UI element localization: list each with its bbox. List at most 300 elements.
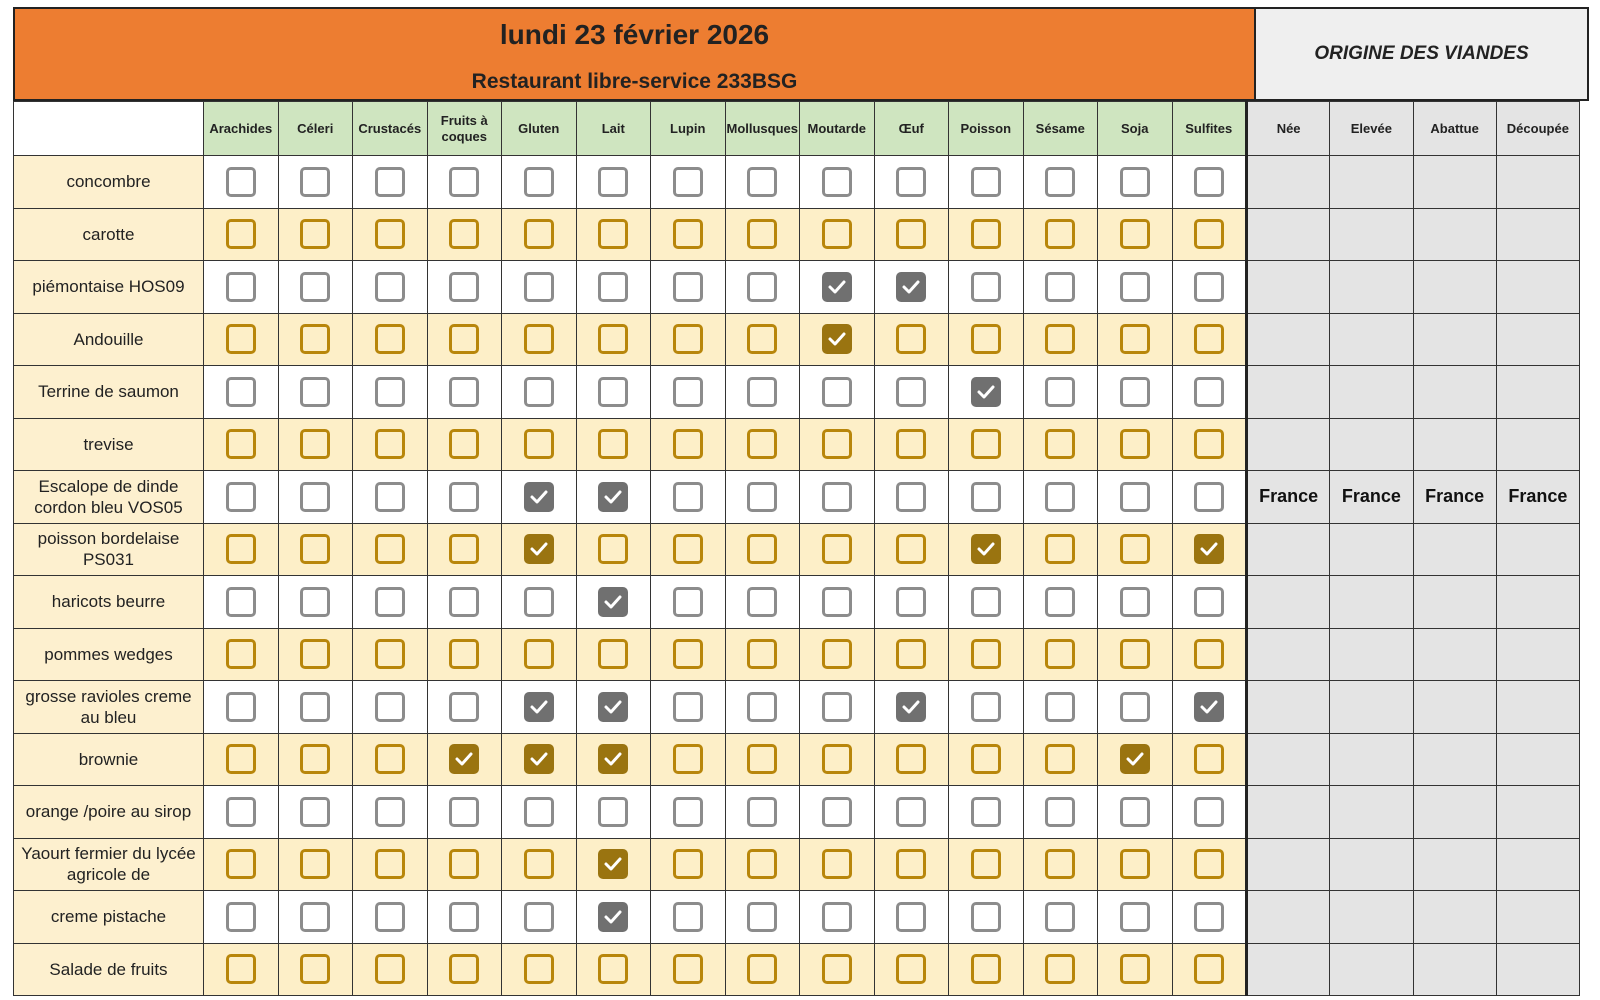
- origin-cell: [1413, 523, 1496, 576]
- unchecked-checkbox[interactable]: [896, 797, 926, 827]
- unchecked-checkbox[interactable]: [1194, 219, 1224, 249]
- checked-checkbox[interactable]: [598, 744, 628, 774]
- unchecked-checkbox[interactable]: [524, 429, 554, 459]
- unchecked-checkbox[interactable]: [226, 534, 256, 564]
- checkmark-icon: [976, 539, 996, 559]
- checked-checkbox[interactable]: [971, 377, 1001, 407]
- table-row: [14, 261, 1580, 314]
- allergen-cell: [1023, 943, 1098, 996]
- unchecked-checkbox[interactable]: [747, 692, 777, 722]
- dish-name: Terrine de saumon: [14, 366, 204, 419]
- unchecked-checkbox[interactable]: [822, 534, 852, 564]
- unchecked-checkbox[interactable]: [673, 324, 703, 354]
- unchecked-checkbox[interactable]: [300, 744, 330, 774]
- checkmark-icon: [603, 592, 623, 612]
- unchecked-checkbox[interactable]: [300, 587, 330, 617]
- unchecked-checkbox[interactable]: [300, 482, 330, 512]
- unchecked-checkbox[interactable]: [449, 954, 479, 984]
- unchecked-checkbox[interactable]: [971, 954, 1001, 984]
- unchecked-checkbox[interactable]: [226, 692, 256, 722]
- unchecked-checkbox[interactable]: [1194, 324, 1224, 354]
- unchecked-checkbox[interactable]: [1194, 377, 1224, 407]
- unchecked-checkbox[interactable]: [1120, 324, 1150, 354]
- origin-cell: [1247, 208, 1330, 261]
- checked-checkbox[interactable]: [896, 272, 926, 302]
- unchecked-checkbox[interactable]: [449, 324, 479, 354]
- allergen-cell: [502, 418, 577, 471]
- table-row: [14, 156, 1580, 209]
- unchecked-checkbox[interactable]: [375, 639, 405, 669]
- unchecked-checkbox[interactable]: [524, 377, 554, 407]
- allergen-cell: [725, 628, 800, 681]
- allergen-cell: [1172, 418, 1247, 471]
- unchecked-checkbox[interactable]: [300, 797, 330, 827]
- unchecked-checkbox[interactable]: [524, 272, 554, 302]
- unchecked-checkbox[interactable]: [598, 219, 628, 249]
- allergen-cell: [874, 733, 949, 786]
- allergen-cell: [800, 208, 875, 261]
- unchecked-checkbox[interactable]: [300, 692, 330, 722]
- unchecked-checkbox[interactable]: [598, 167, 628, 197]
- allergen-cell: [651, 891, 726, 944]
- unchecked-checkbox[interactable]: [524, 639, 554, 669]
- checked-checkbox[interactable]: [524, 692, 554, 722]
- unchecked-checkbox[interactable]: [375, 482, 405, 512]
- unchecked-checkbox[interactable]: [1045, 849, 1075, 879]
- allergen-cell: [204, 261, 279, 314]
- unchecked-checkbox[interactable]: [822, 429, 852, 459]
- unchecked-checkbox[interactable]: [822, 902, 852, 932]
- unchecked-checkbox[interactable]: [449, 797, 479, 827]
- unchecked-checkbox[interactable]: [300, 377, 330, 407]
- unchecked-checkbox[interactable]: [747, 324, 777, 354]
- unchecked-checkbox[interactable]: [1045, 324, 1075, 354]
- unchecked-checkbox[interactable]: [896, 744, 926, 774]
- unchecked-checkbox[interactable]: [226, 902, 256, 932]
- allergen-cell: [353, 891, 428, 944]
- unchecked-checkbox[interactable]: [822, 797, 852, 827]
- unchecked-checkbox[interactable]: [524, 324, 554, 354]
- allergen-cell: [651, 418, 726, 471]
- unchecked-checkbox[interactable]: [449, 482, 479, 512]
- unchecked-checkbox[interactable]: [226, 219, 256, 249]
- unchecked-checkbox[interactable]: [598, 534, 628, 564]
- allergen-cell: [576, 418, 651, 471]
- unchecked-checkbox[interactable]: [1045, 797, 1075, 827]
- unchecked-checkbox[interactable]: [1045, 639, 1075, 669]
- checkmark-icon: [529, 487, 549, 507]
- unchecked-checkbox[interactable]: [1194, 482, 1224, 512]
- allergen-cell: [1023, 156, 1098, 209]
- unchecked-checkbox[interactable]: [375, 797, 405, 827]
- checked-checkbox[interactable]: [598, 692, 628, 722]
- unchecked-checkbox[interactable]: [1045, 744, 1075, 774]
- unchecked-checkbox[interactable]: [896, 482, 926, 512]
- unchecked-checkbox[interactable]: [1045, 587, 1075, 617]
- checked-checkbox[interactable]: [598, 482, 628, 512]
- unchecked-checkbox[interactable]: [300, 324, 330, 354]
- unchecked-checkbox[interactable]: [971, 692, 1001, 722]
- unchecked-checkbox[interactable]: [226, 744, 256, 774]
- unchecked-checkbox[interactable]: [747, 849, 777, 879]
- origin-cell: [1496, 576, 1579, 629]
- unchecked-checkbox[interactable]: [673, 167, 703, 197]
- allergen-cell: [576, 943, 651, 996]
- unchecked-checkbox[interactable]: [375, 219, 405, 249]
- unchecked-checkbox[interactable]: [598, 324, 628, 354]
- allergen-cell: [278, 366, 353, 419]
- unchecked-checkbox[interactable]: [673, 902, 703, 932]
- unchecked-checkbox[interactable]: [673, 744, 703, 774]
- unchecked-checkbox[interactable]: [747, 377, 777, 407]
- allergen-cell: [1098, 628, 1173, 681]
- unchecked-checkbox[interactable]: [375, 534, 405, 564]
- unchecked-checkbox[interactable]: [1194, 744, 1224, 774]
- origin-cell: [1247, 681, 1330, 734]
- unchecked-checkbox[interactable]: [1194, 429, 1224, 459]
- unchecked-checkbox[interactable]: [673, 272, 703, 302]
- unchecked-checkbox[interactable]: [971, 587, 1001, 617]
- unchecked-checkbox[interactable]: [747, 639, 777, 669]
- unchecked-checkbox[interactable]: [598, 377, 628, 407]
- unchecked-checkbox[interactable]: [375, 954, 405, 984]
- origin-cell: [1413, 156, 1496, 209]
- unchecked-checkbox[interactable]: [449, 692, 479, 722]
- unchecked-checkbox[interactable]: [1194, 167, 1224, 197]
- unchecked-checkbox[interactable]: [1045, 377, 1075, 407]
- unchecked-checkbox[interactable]: [449, 167, 479, 197]
- unchecked-checkbox[interactable]: [896, 902, 926, 932]
- unchecked-checkbox[interactable]: [896, 954, 926, 984]
- allergen-cell: [204, 733, 279, 786]
- unchecked-checkbox[interactable]: [1120, 534, 1150, 564]
- unchecked-checkbox[interactable]: [747, 797, 777, 827]
- unchecked-checkbox[interactable]: [375, 744, 405, 774]
- allergen-cell: [353, 838, 428, 891]
- unchecked-checkbox[interactable]: [300, 639, 330, 669]
- unchecked-checkbox[interactable]: [226, 954, 256, 984]
- unchecked-checkbox[interactable]: [896, 534, 926, 564]
- checked-checkbox[interactable]: [822, 324, 852, 354]
- allergen-cell: [1023, 628, 1098, 681]
- unchecked-checkbox[interactable]: [896, 377, 926, 407]
- unchecked-checkbox[interactable]: [375, 167, 405, 197]
- unchecked-checkbox[interactable]: [822, 219, 852, 249]
- unchecked-checkbox[interactable]: [226, 639, 256, 669]
- unchecked-checkbox[interactable]: [1120, 587, 1150, 617]
- unchecked-checkbox[interactable]: [747, 167, 777, 197]
- unchecked-checkbox[interactable]: [673, 587, 703, 617]
- unchecked-checkbox[interactable]: [822, 587, 852, 617]
- unchecked-checkbox[interactable]: [747, 587, 777, 617]
- allergen-cell: [800, 261, 875, 314]
- unchecked-checkbox[interactable]: [1045, 482, 1075, 512]
- unchecked-checkbox[interactable]: [1045, 902, 1075, 932]
- unchecked-checkbox[interactable]: [449, 272, 479, 302]
- unchecked-checkbox[interactable]: [375, 692, 405, 722]
- unchecked-checkbox[interactable]: [822, 167, 852, 197]
- allergen-cell: [651, 681, 726, 734]
- unchecked-checkbox[interactable]: [226, 429, 256, 459]
- unchecked-checkbox[interactable]: [673, 429, 703, 459]
- unchecked-checkbox[interactable]: [822, 849, 852, 879]
- unchecked-checkbox[interactable]: [1045, 954, 1075, 984]
- unchecked-checkbox[interactable]: [1120, 797, 1150, 827]
- unchecked-checkbox[interactable]: [375, 849, 405, 879]
- unchecked-checkbox[interactable]: [971, 849, 1001, 879]
- dish-name: concombre: [14, 156, 204, 209]
- unchecked-checkbox[interactable]: [747, 744, 777, 774]
- unchecked-checkbox[interactable]: [1120, 902, 1150, 932]
- allergen-cell: [278, 313, 353, 366]
- unchecked-checkbox[interactable]: [449, 587, 479, 617]
- origin-cell: [1496, 943, 1579, 996]
- origin-cell: [1330, 261, 1413, 314]
- unchecked-checkbox[interactable]: [449, 219, 479, 249]
- allergen-cell: [800, 471, 875, 524]
- unchecked-checkbox[interactable]: [1120, 219, 1150, 249]
- unchecked-checkbox[interactable]: [896, 849, 926, 879]
- allergen-cell: [949, 838, 1024, 891]
- table-row: [14, 208, 1580, 261]
- checked-checkbox[interactable]: [524, 744, 554, 774]
- allergen-cell: [1023, 891, 1098, 944]
- dish-name: piémontaise HOS09: [14, 261, 204, 314]
- unchecked-checkbox[interactable]: [449, 429, 479, 459]
- unchecked-checkbox[interactable]: [1045, 429, 1075, 459]
- unchecked-checkbox[interactable]: [300, 219, 330, 249]
- unchecked-checkbox[interactable]: [226, 482, 256, 512]
- unchecked-checkbox[interactable]: [1194, 849, 1224, 879]
- unchecked-checkbox[interactable]: [300, 954, 330, 984]
- unchecked-checkbox[interactable]: [971, 219, 1001, 249]
- unchecked-checkbox[interactable]: [300, 272, 330, 302]
- unchecked-checkbox[interactable]: [673, 482, 703, 512]
- unchecked-checkbox[interactable]: [524, 167, 554, 197]
- allergen-cell: [427, 628, 502, 681]
- unchecked-checkbox[interactable]: [1045, 272, 1075, 302]
- unchecked-checkbox[interactable]: [896, 167, 926, 197]
- unchecked-checkbox[interactable]: [598, 639, 628, 669]
- unchecked-checkbox[interactable]: [1194, 954, 1224, 984]
- allergen-cell: [949, 261, 1024, 314]
- unchecked-checkbox[interactable]: [1045, 167, 1075, 197]
- allergen-cell: [949, 576, 1024, 629]
- allergen-cell: [1098, 313, 1173, 366]
- allergen-cell: [874, 313, 949, 366]
- unchecked-checkbox[interactable]: [226, 797, 256, 827]
- unchecked-checkbox[interactable]: [449, 377, 479, 407]
- unchecked-checkbox[interactable]: [375, 272, 405, 302]
- unchecked-checkbox[interactable]: [524, 797, 554, 827]
- unchecked-checkbox[interactable]: [1120, 429, 1150, 459]
- unchecked-checkbox[interactable]: [300, 849, 330, 879]
- unchecked-checkbox[interactable]: [375, 429, 405, 459]
- unchecked-checkbox[interactable]: [524, 219, 554, 249]
- unchecked-checkbox[interactable]: [747, 902, 777, 932]
- unchecked-checkbox[interactable]: [971, 902, 1001, 932]
- unchecked-checkbox[interactable]: [673, 534, 703, 564]
- allergen-cell: [725, 681, 800, 734]
- unchecked-checkbox[interactable]: [300, 167, 330, 197]
- checked-checkbox[interactable]: [524, 534, 554, 564]
- origin-cell: [1247, 838, 1330, 891]
- unchecked-checkbox[interactable]: [822, 482, 852, 512]
- checkmark-icon: [1125, 749, 1145, 769]
- unchecked-checkbox[interactable]: [1120, 692, 1150, 722]
- origin-cell: [1413, 366, 1496, 419]
- allergen-cell: [1023, 838, 1098, 891]
- unchecked-checkbox[interactable]: [449, 639, 479, 669]
- origin-cell: [1330, 208, 1413, 261]
- unchecked-checkbox[interactable]: [300, 534, 330, 564]
- unchecked-checkbox[interactable]: [747, 954, 777, 984]
- unchecked-checkbox[interactable]: [673, 954, 703, 984]
- unchecked-checkbox[interactable]: [971, 324, 1001, 354]
- origin-cell: [1496, 891, 1579, 944]
- unchecked-checkbox[interactable]: [1194, 587, 1224, 617]
- unchecked-checkbox[interactable]: [524, 954, 554, 984]
- unchecked-checkbox[interactable]: [1194, 902, 1224, 932]
- unchecked-checkbox[interactable]: [598, 797, 628, 827]
- unchecked-checkbox[interactable]: [673, 849, 703, 879]
- allergen-cell: [874, 208, 949, 261]
- unchecked-checkbox[interactable]: [971, 167, 1001, 197]
- allergen-cell: [725, 891, 800, 944]
- unchecked-checkbox[interactable]: [226, 849, 256, 879]
- unchecked-checkbox[interactable]: [226, 324, 256, 354]
- unchecked-checkbox[interactable]: [449, 849, 479, 879]
- origin-cell: [1496, 366, 1579, 419]
- origin-cell: France: [1330, 471, 1413, 524]
- unchecked-checkbox[interactable]: [375, 377, 405, 407]
- unchecked-checkbox[interactable]: [1194, 639, 1224, 669]
- unchecked-checkbox[interactable]: [1120, 849, 1150, 879]
- unchecked-checkbox[interactable]: [226, 167, 256, 197]
- unchecked-checkbox[interactable]: [524, 902, 554, 932]
- unchecked-checkbox[interactable]: [673, 377, 703, 407]
- unchecked-checkbox[interactable]: [673, 797, 703, 827]
- checked-checkbox[interactable]: [896, 692, 926, 722]
- unchecked-checkbox[interactable]: [1045, 534, 1075, 564]
- unchecked-checkbox[interactable]: [822, 744, 852, 774]
- unchecked-checkbox[interactable]: [449, 902, 479, 932]
- table-row: [14, 576, 1580, 629]
- unchecked-checkbox[interactable]: [1045, 692, 1075, 722]
- unchecked-checkbox[interactable]: [896, 219, 926, 249]
- unchecked-checkbox[interactable]: [673, 639, 703, 669]
- checked-checkbox[interactable]: [971, 534, 1001, 564]
- unchecked-checkbox[interactable]: [598, 954, 628, 984]
- unchecked-checkbox[interactable]: [375, 902, 405, 932]
- unchecked-checkbox[interactable]: [300, 902, 330, 932]
- unchecked-checkbox[interactable]: [747, 482, 777, 512]
- allergen-cell: [874, 523, 949, 576]
- unchecked-checkbox[interactable]: [971, 272, 1001, 302]
- allergen-header: Moutarde: [800, 102, 875, 156]
- unchecked-checkbox[interactable]: [896, 639, 926, 669]
- checked-checkbox[interactable]: [598, 849, 628, 879]
- origin-cell: [1247, 156, 1330, 209]
- unchecked-checkbox[interactable]: [971, 797, 1001, 827]
- unchecked-checkbox[interactable]: [822, 639, 852, 669]
- unchecked-checkbox[interactable]: [524, 849, 554, 879]
- unchecked-checkbox[interactable]: [598, 272, 628, 302]
- checked-checkbox[interactable]: [1120, 744, 1150, 774]
- allergen-cell: [1172, 733, 1247, 786]
- origin-cell: France: [1496, 471, 1579, 524]
- unchecked-checkbox[interactable]: [822, 377, 852, 407]
- checked-checkbox[interactable]: [598, 587, 628, 617]
- unchecked-checkbox[interactable]: [822, 954, 852, 984]
- unchecked-checkbox[interactable]: [375, 587, 405, 617]
- allergen-cell: [1172, 261, 1247, 314]
- allergen-cell: [874, 156, 949, 209]
- unchecked-checkbox[interactable]: [747, 272, 777, 302]
- unchecked-checkbox[interactable]: [449, 534, 479, 564]
- unchecked-checkbox[interactable]: [1120, 167, 1150, 197]
- unchecked-checkbox[interactable]: [896, 587, 926, 617]
- allergen-cell: [1098, 523, 1173, 576]
- unchecked-checkbox[interactable]: [1120, 482, 1150, 512]
- unchecked-checkbox[interactable]: [971, 482, 1001, 512]
- allergen-cell: [427, 786, 502, 839]
- unchecked-checkbox[interactable]: [524, 587, 554, 617]
- unchecked-checkbox[interactable]: [673, 692, 703, 722]
- unchecked-checkbox[interactable]: [375, 324, 405, 354]
- unchecked-checkbox[interactable]: [822, 692, 852, 722]
- checked-checkbox[interactable]: [524, 482, 554, 512]
- unchecked-checkbox[interactable]: [598, 429, 628, 459]
- allergen-cell: [278, 628, 353, 681]
- unchecked-checkbox[interactable]: [896, 324, 926, 354]
- checked-checkbox[interactable]: [1194, 692, 1224, 722]
- checkmark-icon: [901, 697, 921, 717]
- unchecked-checkbox[interactable]: [226, 272, 256, 302]
- unchecked-checkbox[interactable]: [1120, 639, 1150, 669]
- allergen-cell: [949, 471, 1024, 524]
- unchecked-checkbox[interactable]: [747, 429, 777, 459]
- allergen-cell: [725, 366, 800, 419]
- unchecked-checkbox[interactable]: [1120, 272, 1150, 302]
- unchecked-checkbox[interactable]: [226, 587, 256, 617]
- unchecked-checkbox[interactable]: [1120, 377, 1150, 407]
- unchecked-checkbox[interactable]: [673, 219, 703, 249]
- unchecked-checkbox[interactable]: [1194, 272, 1224, 302]
- unchecked-checkbox[interactable]: [1120, 954, 1150, 984]
- allergen-cell: [725, 261, 800, 314]
- origin-cell: France: [1413, 471, 1496, 524]
- unchecked-checkbox[interactable]: [300, 429, 330, 459]
- unchecked-checkbox[interactable]: [971, 639, 1001, 669]
- origin-cell: [1330, 838, 1413, 891]
- unchecked-checkbox[interactable]: [747, 534, 777, 564]
- unchecked-checkbox[interactable]: [971, 429, 1001, 459]
- checked-checkbox[interactable]: [449, 744, 479, 774]
- checked-checkbox[interactable]: [598, 902, 628, 932]
- unchecked-checkbox[interactable]: [896, 429, 926, 459]
- unchecked-checkbox[interactable]: [971, 744, 1001, 774]
- unchecked-checkbox[interactable]: [1194, 797, 1224, 827]
- allergen-cell: [353, 366, 428, 419]
- allergen-cell: [1172, 943, 1247, 996]
- allergen-cell: [1023, 261, 1098, 314]
- checked-checkbox[interactable]: [822, 272, 852, 302]
- unchecked-checkbox[interactable]: [747, 219, 777, 249]
- unchecked-checkbox[interactable]: [1045, 219, 1075, 249]
- unchecked-checkbox[interactable]: [226, 377, 256, 407]
- checked-checkbox[interactable]: [1194, 534, 1224, 564]
